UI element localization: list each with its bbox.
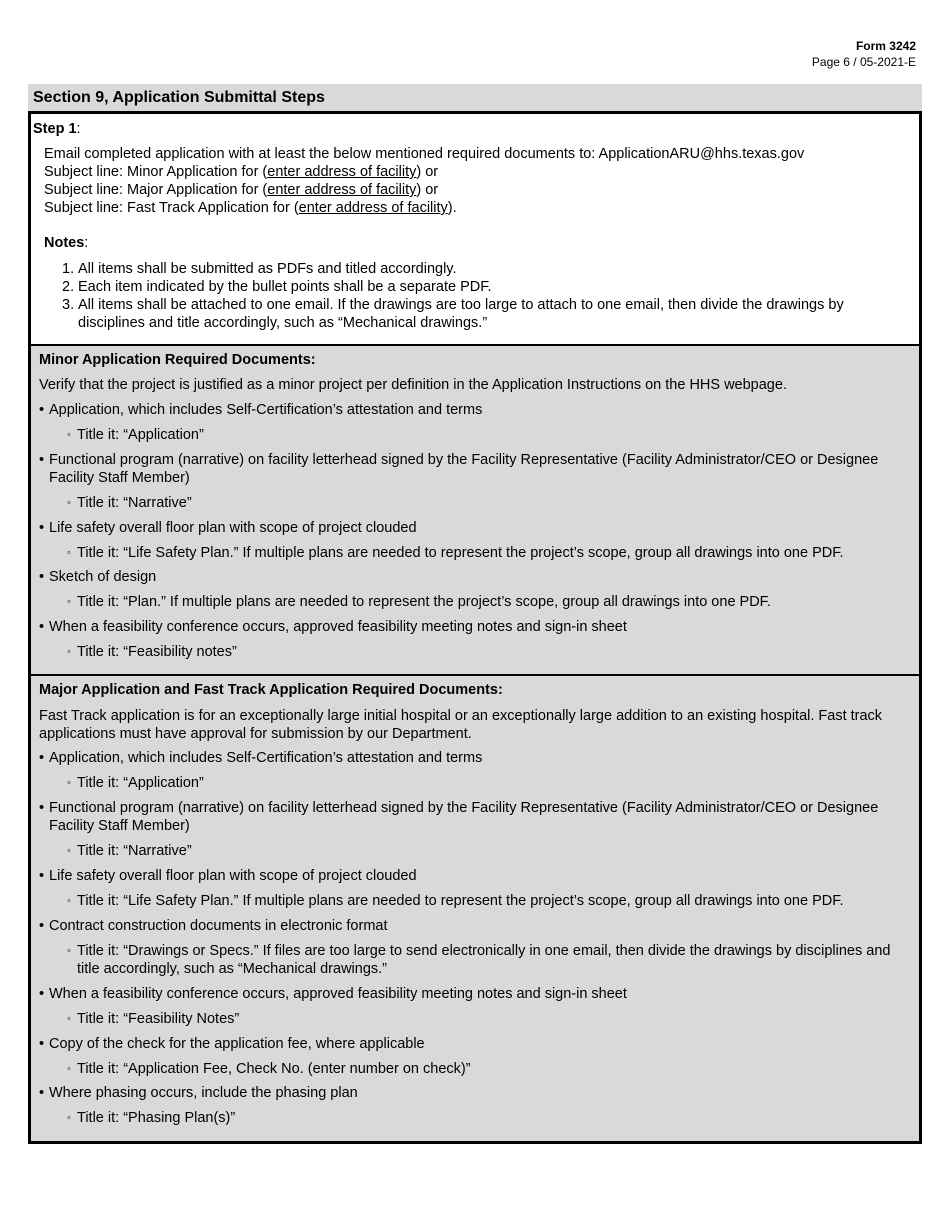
list-subitem: ◦ Title it: “Life Safety Plan.” If multiple plans are needed to represent the project’s scope, group all drawings into one PDF.	[67, 545, 844, 561]
list-subitem: ◦ Title it: “Feasibility notes”	[67, 644, 237, 660]
list-item: • Copy of the check for the application fee, where applicable	[39, 1036, 425, 1052]
list-subitem: ◦ Title it: “Drawings or Specs.” If files are too large to send electronically in one email, then divide the drawings by disciplines and title accordingly, such as “Mechanical drawings.”	[67, 943, 891, 977]
step-1-box	[28, 111, 922, 346]
list-subitem: ◦ Title it: “Application”	[67, 775, 204, 791]
minor-intro: Verify that the project is justified as a minor project per definition in the Application Instructions on the HHS webpage.	[39, 377, 787, 393]
list-item: • Life safety overall floor plan with scope of project clouded	[39, 520, 417, 536]
list-item: • Functional program (narrative) on facility letterhead signed by the Facility Representative (Facility Administrator/CEO or Designee Facility Staff Member)	[39, 452, 879, 486]
minor-application-section	[28, 346, 922, 676]
section-title: Section 9, Application Submittal Steps	[28, 84, 922, 111]
step-1-instructions	[44, 145, 804, 217]
subject-line-major: Subject line: Major Application for (enter address of facility) or	[44, 182, 439, 198]
email-instruction: Email completed application with at least the below mentioned required documents to: ApplicationARU@hhs.texas.gov	[44, 146, 805, 162]
major-intro: Fast Track application is for an exceptionally large initial hospital or an exceptionally large addition to an existing hospital. Fast track applications must have approval for submission by our Department.	[39, 708, 883, 742]
list-item: • Application, which includes Self-Certification’s attestation and terms	[39, 750, 483, 766]
list-subitem: ◦ Title it: “Application Fee, Check No. (enter number on check)”	[67, 1061, 471, 1077]
address-placeholder: enter address of facility	[267, 164, 417, 180]
list-subitem: ◦ Title it: “Plan.” If multiple plans are needed to represent the project’s scope, group all drawings into one PDF.	[67, 594, 771, 610]
list-item: • Where phasing occurs, include the phasing plan	[39, 1085, 358, 1101]
notes-label: Notes:	[44, 235, 89, 251]
list-subitem: ◦ Title it: “Narrative”	[67, 843, 192, 859]
list-item: • When a feasibility conference occurs, approved feasibility meeting notes and sign-in sheet	[39, 986, 627, 1002]
step-1-label: Step 1:	[33, 121, 81, 137]
note-item: 1. All items shall be submitted as PDFs and titled accordingly.	[62, 261, 457, 277]
list-item: • When a feasibility conference occurs, approved feasibility meeting notes and sign-in sheet	[39, 619, 627, 635]
list-item: • Life safety overall floor plan with scope of project clouded	[39, 868, 417, 884]
list-subitem: ◦ Title it: “Feasibility Notes”	[67, 1011, 240, 1027]
form-number: Form 3242	[855, 39, 916, 53]
minor-heading: Minor Application Required Documents:	[39, 352, 316, 368]
list-item: • Functional program (narrative) on facility letterhead signed by the Facility Representative (Facility Administrator/CEO or Designee Facility Staff Member)	[39, 800, 879, 834]
list-subitem: ◦ Title it: “Narrative”	[67, 495, 192, 511]
major-application-section	[28, 676, 922, 1144]
subject-line-minor: Subject line: Minor Application for (enter address of facility) or	[44, 164, 439, 180]
address-placeholder: enter address of facility	[267, 182, 417, 198]
list-subitem: ◦ Title it: “Application”	[67, 427, 204, 443]
address-placeholder: enter address of facility	[298, 200, 448, 216]
major-heading: Major Application and Fast Track Application Required Documents:	[39, 682, 503, 698]
list-subitem: ◦ Title it: “Phasing Plan(s)”	[67, 1110, 236, 1126]
note-item: 3. All items shall be attached to one email. If the drawings are too large to attach to one email, then divide the drawings by disciplines and title accordingly, such as “Mechanical drawings.”	[62, 297, 844, 331]
form-header	[812, 38, 916, 70]
note-item: 2. Each item indicated by the bullet points shall be a separate PDF.	[62, 279, 492, 295]
page-info: Page 6 / 05-2021-E	[811, 55, 916, 69]
list-item: • Sketch of design	[39, 569, 157, 585]
notes-list	[62, 260, 912, 332]
subject-line-fast-track: Subject line: Fast Track Application for (enter address of facility).	[44, 200, 457, 216]
list-item: • Application, which includes Self-Certification’s attestation and terms	[39, 402, 483, 418]
list-subitem: ◦ Title it: “Life Safety Plan.” If multiple plans are needed to represent the project’s scope, group all drawings into one PDF.	[67, 893, 844, 909]
list-item: • Contract construction documents in electronic format	[39, 918, 388, 934]
